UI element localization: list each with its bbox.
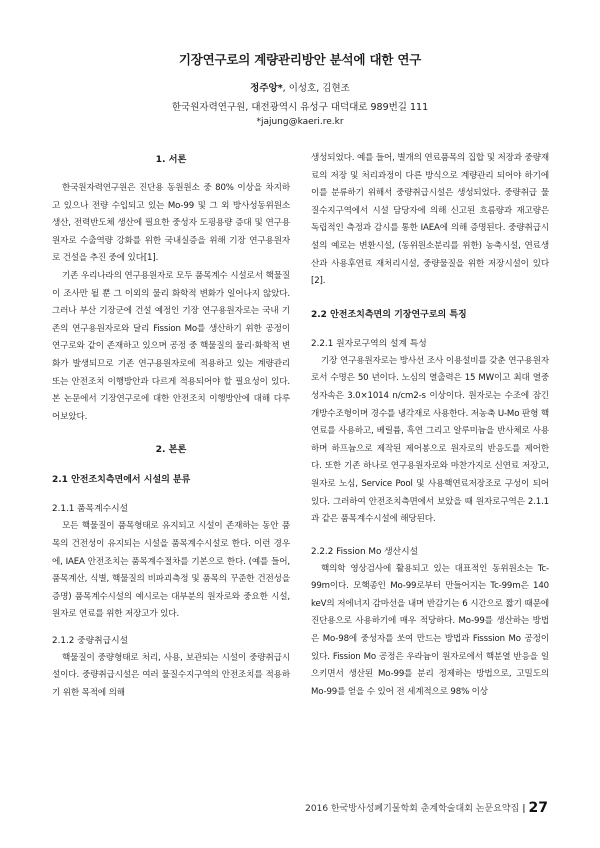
page-footer — [305, 800, 548, 816]
affiliation: 한국원자력연구원, 대전광역시 유성구 대덕대로 989번길 111 — [171, 102, 429, 113]
right-column — [311, 150, 549, 701]
subsubsection-heading: 2.1.1 품목계수시설 — [52, 504, 129, 515]
paragraph: 기장 연구용원자로는 방사선 조사 이용설비를 갖춘 연구용원자로서 수명은 50 년이다. 노심의 열출력은 15 MW이고 최대 열중성자속은 3.0×1014 n/cm2-s 이상이다. 원자로는 수조에 잠긴 개방수조형이며 경수를 냉각재로 사용한다. 저농축 U-Mo 판형 핵연료를 사용하고, 베릴륨, 흑연 그리고 알루미늄을 반사체로 사용하며 하프늄으로 제작된 제어봉으로 원자로의 반응도를 제어한다. 또한 기존 하나로 연구용원자로와 마찬가지로 신연료 저장고, 원자로 노심, Service Pool 및 사용핵연료저장조로 구성이 되어 있다. 그러하여 안전조치측면에서 보았을 때 원자로구역은 2.1.1과 같은 품목계수시설에 해당된다. — [311, 355, 549, 525]
paragraph: 핵의학 영상검사에 활용되고 있는 대표적인 동위원소는 Tc-99m이다. 모핵종인 Mo-99로부터 만들어지는 Tc-99m은 140 keV의 저에너지 감마선을 내며 반감기는 6 시간으로 짧기 때문에 진단용으로 사용하기에 매우 적당하다. Mo-99를 생산하는 방법은 Mo-98에 중성자를 쏘여 만드는 방법과 Fisssion Mo 공정이 있다. Fission Mo 공정은 우라늄이 원자로에서 핵분열 반응을 일으키면서 생산된 Mo-99를 분리 정제하는 방법으로, 고밀도의 Mo-99를 얻을 수 있어 전 세계적으로 98% 이상 — [311, 563, 549, 697]
subsubsection-heading: 2.2.1 원자로구역의 설계 특성 — [311, 338, 427, 349]
subsection-heading: 2.2 안전조치측면의 기장연구로의 특징 — [311, 309, 467, 320]
paragraph: 한국원자력연구원은 진단용 동원원소 중 80% 이상을 차지하고 있으나 전량 수입되고 있는 Mo-99 및 그 외 방사성동위원소 생산, 전력반도체 생산에 필요한 중성자 도핑용량 증대 및 연구용원자로 수출역량 강화를 위한 국내실증을 위해 기장 연구용원자로 건설을 추진 중에 있다[1]. — [52, 183, 290, 264]
paragraph: 생성되었다. 예를 들어, 별개의 연료품목의 집합 및 저장과 중량재료의 저장 및 처리과정이 다른 방식으로 계량관리 되어야 하기에 이를 분류하기 위해서 중량취급시설은 생성되었다. 중량취급 물질수지구역에서 시설 담당자에 의해 신고된 흐름량과 재고량은 독립적인 측정과 감시를 통한 IAEA에 의해 증명된다. 중량취급시설의 예로는 변환시설, (동위원소분리를 위한) 농축시설, 연료생산과 사용후연료 재처리시설, 중량물질을 위한 저장시설이 있다 [2]. — [311, 153, 549, 287]
section-heading-introduction: 1. 서론 — [155, 154, 187, 165]
author-line — [0, 80, 600, 94]
corresponding-author: 정주앙* — [250, 83, 283, 94]
proceedings-title: 2016 한국방사성폐기물학회 춘계학술대회 논문요약집 — [305, 804, 520, 814]
paper-title: 기장연구로의 계량관리방안 분석에 대한 연구 — [178, 52, 422, 67]
paragraph: 모든 핵물질이 품목형태로 유지되고 시설이 존재하는 동안 품목의 건전성이 유지되는 시설을 품목계수시설로 한다. 이런 경우에, IAEA 안전조치는 품목계수절차를 기본으로 한다. (예를 들어, 품목계산, 식별, 핵물질의 비파괴측정 및 품목의 꾸준한 건전성을 증명) 품목계수시설의 예시로는 대부분의 원자로와 중요한 시설, 원자로 연료를 위한 저장고가 있다. — [52, 521, 290, 620]
co-authors: , 이성호, 김현조 — [282, 83, 350, 94]
footer-separator: | — [522, 804, 526, 814]
subsubsection-heading: 2.2.2 Fission Mo 생산시설 — [311, 546, 419, 557]
paragraph: 핵물질이 중량형태로 처리, 사용, 보관되는 시설이 중량취급시설이다. 중량취급시설은 여러 물질수지구역의 안전조치를 적용하기 위한 목적에 의해 — [52, 652, 290, 699]
left-column — [52, 150, 290, 703]
subsubsection-heading: 2.1.2 중량취급시설 — [52, 635, 129, 646]
subsection-heading: 2.1 안전조치측면에서 시설의 분류 — [52, 475, 191, 486]
page-number: 27 — [528, 800, 548, 816]
author-email: *jajung@kaeri.re.kr — [256, 117, 344, 127]
section-heading-body: 2. 본론 — [155, 444, 187, 456]
paragraph: 기존 우리나라의 연구용원자로 모두 품목계수 시설로서 핵물질이 조사만 될 뿐 그 이외의 물리 화학적 변화가 일어나지 않았다. 그러나 부산 기장군에 건설 예정인 기장 연구용원자로는 국내 기존의 연구용원자로와 달리 Fission Mo를 생산하기 위한 공정이 연구로와 같이 존재하고 있으며 공정 중 핵물질의 물리·화학적 변화가 발생되므로 기존 연구용원자로에 적용하고 있는 계량관리 또는 안전조치 이행방안과 다르게 적용되어야 할 필요성이 있다. 본 논문에서 기장연구로에 대한 안전조치 이행방안에 대해 다루어보았다. — [52, 270, 290, 422]
